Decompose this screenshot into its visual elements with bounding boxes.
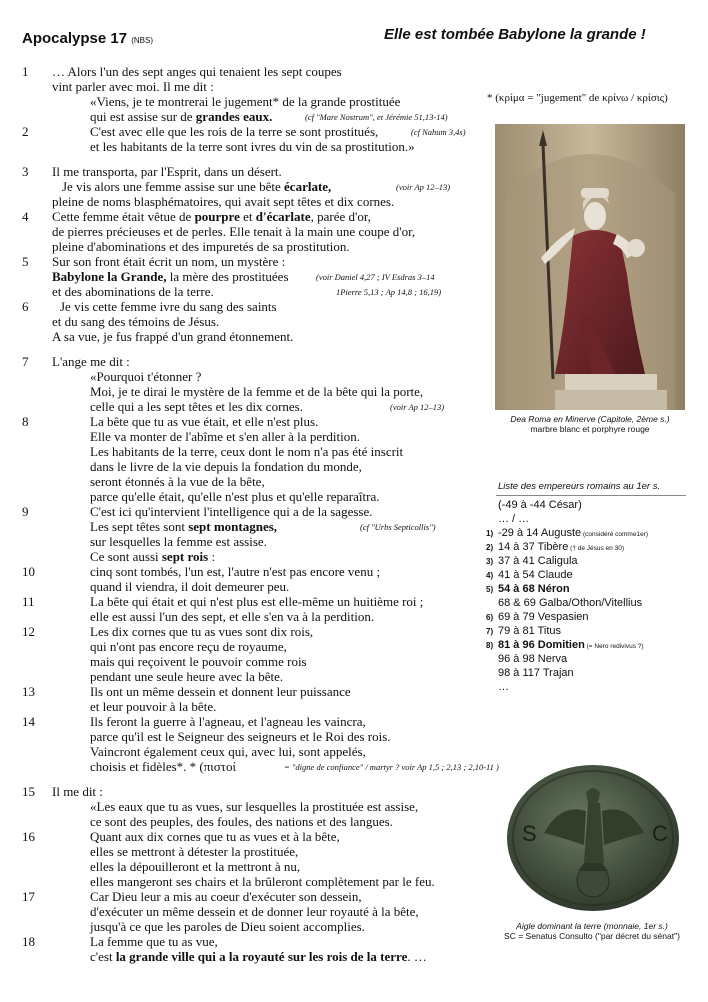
verse-number: 5 [22, 254, 29, 269]
verse-line: pleine de noms blasphématoires, qui avait sept têtes et dix cornes. [52, 194, 395, 209]
emperor-row [486, 639, 644, 651]
emperor-index: 6) [486, 613, 494, 622]
verse-line: sur lesquelles la femme est assise. [90, 534, 267, 549]
verse-line: Je vis cette femme ivre du sang des saints [60, 299, 277, 314]
version-label: (NBS) [131, 36, 154, 45]
emperor-index: 3) [486, 557, 494, 566]
verse-line: ce sont des peuples, des foules, des nations et des langues. [90, 814, 393, 829]
statue-caption-line2: marbre blanc et porphyre rouge [530, 424, 650, 434]
verse-number: 10 [22, 564, 35, 579]
coin-letter-s: S [522, 821, 537, 846]
verse-line: et les habitants de la terre sont ivres du vin de sa prostitution.» [90, 139, 415, 154]
verse-line: Les sept têtes sont sept montagnes, [90, 519, 278, 534]
emperor-remark: (considéré comme1er) [581, 531, 649, 538]
emphasis: sept rois [161, 549, 209, 564]
verse-line: Quant aux dix cornes que tu as vues et à la bête, [90, 829, 340, 844]
verse-number: 9 [22, 504, 29, 519]
emperor-row [486, 583, 570, 595]
emperor-row [486, 513, 529, 525]
emphasis: la grande ville qui a la royauté sur les rois de la terre [115, 949, 408, 964]
verse-line: Il me dit : [52, 784, 103, 799]
verse-line: elles se mettront à détester la prostituée, [90, 844, 299, 859]
emperor-row [486, 555, 578, 567]
verse-line: Les habitants de la terre, ceux dont le nom n'a pas été inscrit [90, 444, 404, 459]
reference-note: (voir Ap 12–13) [396, 182, 451, 192]
verse-number: 12 [22, 624, 35, 639]
verse-line: d'exécuter un même dessein et de donner leur royauté à la bête, [90, 904, 419, 919]
emphasis: écarlate, [284, 179, 332, 194]
verse-line: elle est aussi l'un des sept, et elle s'en va à la perdition. [90, 609, 375, 624]
emphasis: grandes eaux. [195, 109, 273, 124]
reference-note: (cf "Mare Nostrum", et Jérémie 51,13-14) [305, 112, 448, 122]
verse-line: «Pourquoi t'étonner ? [90, 369, 202, 384]
reference-note: = "digne de confiance" / martyr ? voir Ap 1,5 ; 2,13 ; 2,10-11 ) [284, 762, 499, 772]
coin-caption-line1: Aigle dominant la terre (monnaie, 1er s.) [516, 921, 668, 931]
emphasis: d'écarlate [255, 209, 311, 224]
verse-line: Sur son front était écrit un nom, un mystère : [52, 254, 286, 269]
emperor-entry: 37 à 41 Caligula [498, 555, 578, 567]
reference-note: (voir Ap 12–13) [390, 402, 445, 412]
verse-line: A sa vue, je fus frappé d'un grand étonnement. [52, 329, 294, 344]
verse-line: La femme que tu as vue, [90, 934, 218, 949]
verse-line: C'est ici qu'intervient l'intelligence qui a de la sagesse. [90, 504, 373, 519]
coin-image [500, 763, 688, 913]
emperor-row [486, 667, 574, 679]
verse-line: Cette femme était vêtue de pourpre et d'écarlate, parée d'or, [52, 209, 371, 224]
coin-letter-c: C [652, 821, 668, 846]
book-title: Apocalypse 17 [22, 30, 128, 47]
emperor-index: 4) [486, 571, 494, 580]
verse-line: Vaincront également ceux qui, avec lui, sont appelés, [90, 744, 366, 759]
coin-caption-line2: SC = Senatus Consulto ("par décret du sénat") [504, 931, 680, 941]
verse-line: Moi, je te dirai le mystère de la femme et de la bête qui la porte, [90, 384, 424, 399]
greek-note: * (κρίμα = "jugement" de κρίνω / κρίσις) [487, 92, 668, 104]
verse-number: 8 [22, 414, 29, 429]
emperor-index: 7) [486, 627, 494, 636]
verse-line: choisis et fidèles*. * (πιστοί [90, 759, 237, 774]
verse-line: jusqu'à ce que les paroles de Dieu soient accomplies. [90, 919, 365, 934]
page-title [22, 30, 153, 47]
verse-line: C'est avec elle que les rois de la terre se sont prostitués, [90, 124, 379, 139]
statue-caption-line1: Dea Roma en Minerve (Capitole, 2ème s.) [510, 414, 670, 424]
emperor-entry: 14 à 37 Tibère [498, 541, 569, 553]
verse-line: Je vis alors une femme assise sur une bête écarlate, [62, 179, 332, 194]
verse-line: «Les eaux que tu as vues, sur lesquelles la prostituée est assise, [90, 799, 419, 814]
emperor-index: 2) [486, 543, 494, 552]
verse-number: 1 [22, 64, 29, 79]
verse-line: quand il viendra, il doit demeurer peu. [90, 579, 290, 594]
verse-number: 2 [22, 124, 29, 139]
verse-line: celle qui a les sept têtes et les dix cornes. [90, 399, 303, 414]
emperor-entry: 69 à 79 Vespasien [498, 611, 589, 623]
emperor-entry: … / … [498, 513, 530, 525]
verse-line: pendant une seule heure avec la bête. [90, 669, 284, 684]
emperor-entry: … [498, 681, 509, 693]
verse-number: 18 [22, 934, 35, 949]
reference-note: (voir Daniel 4,27 ; IV Esdras 3–14 [316, 272, 435, 282]
statue-image [495, 124, 685, 410]
page-subtitle: Elle est tombée Babylone la grande ! [384, 26, 646, 43]
statue-caption [490, 414, 690, 434]
verse-line: «Viens, je te montrerai le jugement* de la grande prostituée [90, 94, 401, 109]
emperor-row [486, 597, 642, 609]
verse-line: … Alors l'un des sept anges qui tenaient les sept coupes [52, 64, 342, 79]
verse-line: et des abominations de la terre. [52, 284, 214, 299]
verse-line: La bête que tu as vue était, et elle n'est plus. [90, 414, 319, 429]
verse-line: qui est assise sur de grandes eaux. [90, 109, 273, 124]
verse-line: La bête qui était et qui n'est plus est elle-même un huitième roi ; [90, 594, 424, 609]
verse-line: c'est la grande ville qui a la royauté sur les rois de la terre. … [90, 949, 427, 964]
verse-line: Ils feront la guerre à l'agneau, et l'agneau les vaincra, [90, 714, 366, 729]
reference-note: 1Pierre 5,13 ; Ap 14,8 ; 16,19) [336, 287, 442, 297]
reference-note: (cf Nahum 3,4s) [411, 127, 466, 137]
emperor-row [486, 499, 582, 511]
emperors-divider [496, 495, 686, 496]
emperor-row [486, 569, 573, 581]
verse-line: et du sang des témoins de Jésus. [52, 314, 220, 329]
verse-line: Ce sont aussi sept rois : [90, 549, 216, 564]
verse-line: Ils ont un même dessein et donnent leur puissance [90, 684, 351, 699]
verse-line: cinq sont tombés, l'un est, l'autre n'est pas encore venu ; [90, 564, 381, 579]
verse-line: dans le livre de la vie depuis la fondation du monde, [90, 459, 362, 474]
emperor-entry: 41 à 54 Claude [498, 569, 573, 581]
emperor-entry: 81 à 96 Domitien [498, 639, 585, 651]
verse-line: mais qui reçoivent le pouvoir comme rois [90, 654, 307, 669]
coin-caption [482, 921, 702, 941]
verse-line: elles la dépouilleront et la mettront à nu, [90, 859, 301, 874]
emperor-row [486, 625, 561, 637]
verse-number: 6 [22, 299, 29, 314]
emperors-title: Liste des empereurs romains au 1er s. [498, 481, 661, 492]
verse-line: Il me transporta, par l'Esprit, dans un désert. [52, 164, 282, 179]
reference-note: (cf "Urbs Septicollis") [360, 522, 436, 532]
emperor-entry: (-49 à -44 César) [498, 499, 582, 511]
emperor-index: 1) [486, 529, 494, 538]
emperor-index: 8) [486, 641, 494, 650]
emperor-entry: 98 à 117 Trajan [498, 667, 574, 679]
verse-line: et leur pouvoir à la bête. [90, 699, 217, 714]
verse-line: de pierres précieuses et de perles. Elle tenait à la main une coupe d'or, [52, 224, 416, 239]
emperor-entry: 79 à 81 Titus [498, 625, 561, 637]
emperor-remark: (= Nero redivivus ?) [584, 643, 644, 650]
verse-line: L'ange me dit : [52, 354, 130, 369]
emperor-entry: 96 à 98 Nerva [498, 653, 568, 665]
verse-line: qui n'ont pas encore reçu de royaume, [90, 639, 287, 654]
verse-line: Les dix cornes que tu as vues sont dix rois, [90, 624, 314, 639]
verse-line: Car Dieu leur a mis au coeur d'exécuter son dessein, [90, 889, 362, 904]
emperor-remark: († de Jésus en 30) [568, 545, 624, 552]
emperor-row [486, 611, 589, 623]
emperor-row [486, 681, 509, 693]
verse-line: vint parler avec moi. Il me dit : [52, 79, 214, 94]
verse-number: 7 [22, 354, 29, 369]
verse-line: seront étonnés à la vue de la bête, [90, 474, 265, 489]
emperor-row [486, 527, 648, 539]
verse-line: parce qu'elle était, qu'elle n'est plus et qu'elle reparaîtra. [90, 489, 380, 504]
emperor-entry: -29 à 14 Auguste [498, 527, 582, 539]
verse-number: 13 [22, 684, 35, 699]
emphasis: Babylone la Grande, [52, 269, 167, 284]
emperor-entry: 54 à 68 Néron [498, 583, 570, 595]
verse-line: pleine d'abominations et des impuretés de sa prostitution. [52, 239, 350, 254]
emperor-row [486, 653, 567, 665]
verse-number: 14 [22, 714, 35, 729]
emperor-row [486, 541, 624, 553]
emperor-index: 5) [486, 585, 494, 594]
verse-line: elles mangeront ses chairs et la brûleront complètement par le feu. [90, 874, 435, 889]
verse-number: 16 [22, 829, 35, 844]
emphasis: sept montagnes, [188, 519, 278, 534]
verse-number: 11 [22, 594, 35, 609]
verse-number: 4 [22, 209, 29, 224]
verse-number: 15 [22, 784, 35, 799]
verse-line: Elle va monter de l'abîme et s'en aller à la perdition. [90, 429, 360, 444]
emperor-entry: 68 & 69 Galba/Othon/Vitellius [498, 597, 643, 609]
verse-number: 3 [22, 164, 29, 179]
verse-line: parce qu'il est le Seigneur des seigneurs et le Roi des rois. [90, 729, 391, 744]
verse-number: 17 [22, 889, 35, 904]
emphasis: pourpre [194, 209, 240, 224]
verse-line: Babylone la Grande, la mère des prostituées [52, 269, 289, 284]
